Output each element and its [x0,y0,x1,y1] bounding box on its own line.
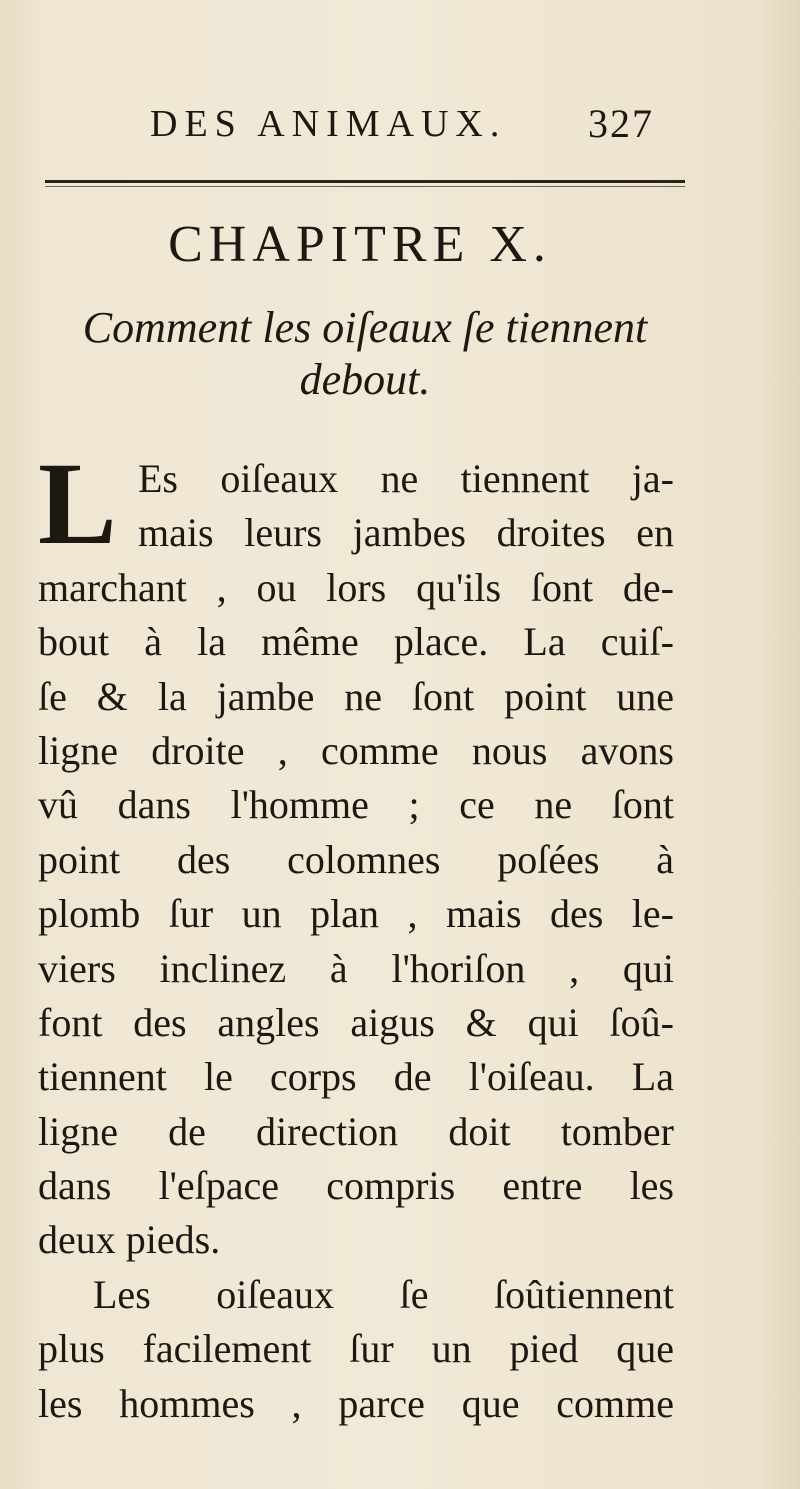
running-title: DES ANIMAUX. [150,103,507,145]
text-line: viers inclinez à l'horiſon , qui [38,945,674,991]
text-line: plomb ſur un plan , mais des le- [38,891,674,937]
text-line: ligne droite , comme nous avons [38,727,674,773]
text-line: plus facilement ſur un pied que [38,1326,674,1372]
text-line: Les oiſeaux ſe ſoûtiennent [93,1271,674,1317]
body-text [38,438,674,1431]
chapter-title: CHAPITRE X. [168,216,552,273]
text-line: Es oiſeaux ne tiennent ja- [138,456,674,501]
text-line: ſe & la jambe ne ſont point une [38,673,674,719]
text-line: les hommes , parce que comme [38,1380,674,1426]
text-line: vû dans l'homme ; ce ne ſont [38,782,674,828]
page-number: 327 [588,101,654,146]
subtitle-line: debout. [299,355,431,404]
text-line: bout à la même place. La cuiſ- [38,619,674,665]
text-line: mais leurs jambes droites en [138,510,674,556]
text-line: marchant , ou lors qu'ils ſont de- [38,564,674,610]
page-header [150,98,690,150]
text-line: tiennent le corps de l'oiſeau. La [38,1054,674,1100]
drop-cap: L [38,438,117,569]
text-line: ligne de direction doit tomber [38,1108,674,1154]
chapter-subtitle [40,302,690,406]
text-line: point des colomnes poſées à [38,836,674,882]
subtitle-line: Comment les oiſeaux ſe tiennent [82,303,648,352]
text-line: deux pieds. [38,1217,221,1263]
text-line: font des angles aigus & qui ſoû- [38,999,674,1045]
text-line: dans l'eſpace compris entre les [38,1163,674,1209]
header-rule [45,180,685,187]
